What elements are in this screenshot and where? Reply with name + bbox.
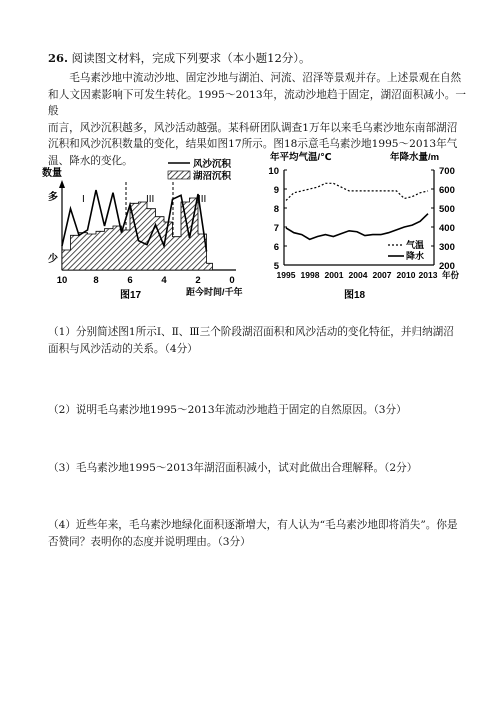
fig17-x-tick: 0	[229, 275, 235, 286]
fig18-x-tick: 1998	[300, 270, 320, 280]
fig18-legend-temp-label: 气温	[406, 240, 425, 250]
fig17-caption: 图17	[120, 290, 142, 301]
fig17-y-high: 多	[48, 192, 58, 203]
subquestion-line: （2）说明毛乌素沙地1995～2013年流动沙地趋于固定的自然原因。（3分）	[48, 404, 407, 416]
fig17-x-tick: 10	[56, 275, 68, 286]
question-number: 26.	[48, 51, 69, 65]
fig18-x-tick: 2004	[348, 270, 368, 280]
fig18-y-left-ticks	[268, 166, 279, 272]
fig17-y-low: 少	[48, 254, 58, 265]
fig18-y-right-tick: 300	[439, 242, 455, 253]
fig17-y-arrow	[59, 180, 65, 188]
material-line: 和人文因素影响下可发生转化。1995～2013年，流动沙地趋于固定，湖沼面积减小。一般	[48, 88, 466, 117]
fig17-stage-label: III	[146, 194, 155, 205]
subquestion-4	[48, 517, 468, 551]
subquestion-line: （3）毛乌素沙地1995～2013年湖沼面积减小，试对此做出合理解释。（2分）	[48, 462, 418, 474]
fig18-y-left-tick: 9	[273, 185, 279, 196]
fig17-legend-area-label: 湖沼沉积	[193, 171, 232, 182]
fig18-y-right-label: 年降水量/m	[390, 152, 440, 163]
fig18-y-right-tick: 200	[439, 261, 455, 272]
fig17-x-label: 距今时间/千年	[186, 287, 243, 297]
fig18-y-left-tick: 7	[273, 223, 279, 234]
fig18-x-tick: 1995	[276, 270, 296, 280]
material-line: 毛乌素沙地中流动沙地、固定沙地与湖泊、河流、沼泽等景观并存。上述景观在自然	[69, 72, 462, 84]
question-heading	[48, 50, 311, 66]
figure-17	[40, 150, 255, 305]
fig18-y-left-tick: 10	[268, 166, 279, 177]
fig18-y-right-tick: 400	[439, 223, 455, 234]
fig18-y-left-tick: 8	[273, 204, 279, 215]
fig18-y-right-ticks	[439, 166, 455, 272]
subquestion-line: 否赞同？表明你的态度并说明理由。（3分）	[48, 536, 251, 548]
fig17-x-tick: 8	[93, 275, 99, 286]
fig18-temperature-line	[286, 183, 428, 200]
fig17-x-tick: 4	[161, 275, 167, 286]
fig17-x-ticks	[57, 275, 235, 286]
fig18-y-left-tick: 5	[273, 261, 279, 272]
fig17-stage-label: III	[198, 194, 207, 205]
fig18-x-tick: 2013	[418, 270, 438, 280]
fig18-x-tick: 2007	[372, 270, 392, 280]
fig18-y-right-tick: 700	[439, 166, 455, 177]
subquestion-1	[48, 324, 468, 358]
question-instruction: 阅读图文材料，完成下列要求（本小题12分）。	[71, 51, 311, 65]
fig17-stage-label: I	[82, 194, 85, 205]
fig18-y-left-tick: 6	[273, 242, 279, 253]
fig18-y-right-tick: 500	[439, 204, 455, 215]
subquestion-3	[48, 460, 468, 477]
fig17-y-label: 数量	[42, 168, 62, 179]
subquestion-line: （4）近些年来，毛乌素沙地绿化面积逐渐增大，有人认为“毛乌素沙地即将消失”。你是	[48, 519, 458, 531]
fig18-y-left-label: 年平均气温/℃	[270, 152, 332, 163]
material-line: 温、降水的变化。	[48, 154, 133, 167]
subquestion-line: 面积与风沙活动的关系。（4分）	[48, 343, 198, 355]
material-line: 而言，风沙沉积越多，风沙活动越强。某科研团队调查1万年以来毛乌素沙地东南部湖沼	[48, 121, 458, 134]
material-line: 沉积和风沙沉积数量的变化，结果如图17所示。图18示意毛乌素沙地1995～2013年气	[48, 138, 458, 150]
fig17-legend-area-swatch	[168, 171, 190, 179]
fig17-x-tick: 6	[127, 275, 133, 286]
figure-18	[262, 150, 477, 305]
subquestion-2	[48, 402, 468, 419]
fig18-y-right-tick: 600	[439, 185, 455, 196]
fig18-legend-precip-label: 降水	[406, 251, 425, 261]
fig18-caption: 图18	[344, 290, 366, 301]
fig18-x-tick: 2010	[396, 270, 416, 280]
fig18-x-tick: 2001	[324, 270, 344, 280]
fig17-x-tick: 2	[195, 275, 201, 286]
subquestion-line: （1）分别简述图1所示Ⅰ、Ⅱ、Ⅲ三个阶段湖沼面积和风沙活动的变化特征，并归纳湖沼	[48, 326, 454, 338]
fig18-x-unit: 年份	[442, 270, 460, 280]
fig18-x-ticks	[277, 270, 438, 280]
fig17-legend-line-label: 风沙沉积	[193, 159, 232, 170]
fig18-precipitation-line	[286, 214, 428, 240]
